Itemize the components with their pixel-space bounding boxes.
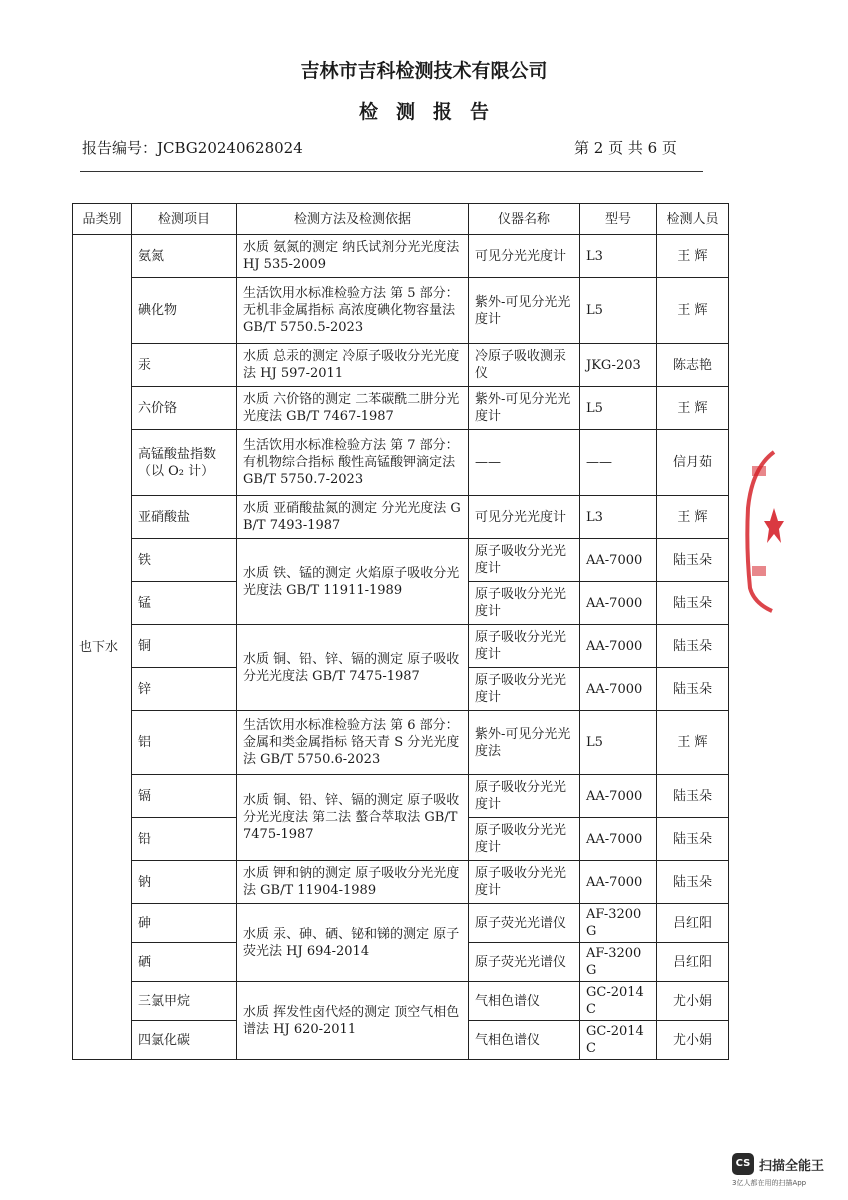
seal-stamp-fragment <box>744 448 784 613</box>
table-row <box>73 278 729 344</box>
model-cell: GC-2014C <box>580 1021 657 1060</box>
item-cell: 氨氮 <box>132 235 237 278</box>
item-cell: 高锰酸盐指数（以 O₂ 计） <box>132 430 237 496</box>
scanner-watermark <box>732 1153 842 1193</box>
person-cell: 王 辉 <box>657 711 729 775</box>
method-cell: 水质 总汞的测定 冷原子吸收分光光度法 HJ 597-2011 <box>237 344 469 387</box>
test-methods-table <box>72 203 729 1060</box>
model-cell: L5 <box>580 387 657 430</box>
item-cell: 铜 <box>132 625 237 668</box>
model-cell: AA-7000 <box>580 775 657 818</box>
header-model: 型号 <box>580 204 657 235</box>
scanner-tagline: 3亿人都在用的扫描App <box>732 1179 807 1187</box>
item-cell: 三氯甲烷 <box>132 982 237 1021</box>
method-cell: 生活饮用水标准检验方法 第 5 部分：无机非金属指标 高浓度碘化物容量法 GB/T 5750.5-2023 <box>237 278 469 344</box>
item-cell: 汞 <box>132 344 237 387</box>
person-cell: 王 辉 <box>657 278 729 344</box>
model-cell: L5 <box>580 278 657 344</box>
item-cell: 铝 <box>132 711 237 775</box>
method-cell: 水质 氨氮的测定 纳氏试剂分光光度法 HJ 535-2009 <box>237 235 469 278</box>
report-number-value: JCBG20240628024 <box>157 139 303 157</box>
method-cell: 生活饮用水标准检验方法 第 7 部分：有机物综合指标 酸性高锰酸钾滴定法 GB/T 5750.7-2023 <box>237 430 469 496</box>
instrument-cell: 原子吸收分光光度计 <box>469 861 580 904</box>
model-cell: AA-7000 <box>580 818 657 861</box>
item-cell: 铁 <box>132 539 237 582</box>
person-cell: 陆玉朵 <box>657 539 729 582</box>
company-name: 吉林市吉科检测技术有限公司 <box>300 60 548 82</box>
method-cell: 水质 铁、锰的测定 火焰原子吸收分光光度法 GB/T 11911-1989 <box>237 539 469 625</box>
model-cell: JKG-203 <box>580 344 657 387</box>
instrument-cell: 可见分光光度计 <box>469 496 580 539</box>
header-category: 品类别 <box>73 204 132 235</box>
model-cell: AF-3200G <box>580 943 657 982</box>
model-cell: AA-7000 <box>580 861 657 904</box>
item-cell: 亚硝酸盐 <box>132 496 237 539</box>
person-cell: 王 辉 <box>657 496 729 539</box>
item-cell: 锰 <box>132 582 237 625</box>
table-row <box>73 539 729 582</box>
scanner-brand-name: 扫描全能王 <box>759 1159 825 1174</box>
table-row <box>73 625 729 668</box>
person-cell: 信月茹 <box>657 430 729 496</box>
model-cell: L3 <box>580 235 657 278</box>
item-cell: 碘化物 <box>132 278 237 344</box>
person-cell: 陆玉朵 <box>657 775 729 818</box>
instrument-cell: 紫外-可见分光光度计 <box>469 278 580 344</box>
table-row <box>73 387 729 430</box>
scanner-logo-icon: CS <box>732 1153 754 1175</box>
instrument-cell: 气相色谱仪 <box>469 1021 580 1060</box>
table-row <box>73 861 729 904</box>
instrument-cell: 气相色谱仪 <box>469 982 580 1021</box>
person-cell: 尤小娟 <box>657 982 729 1021</box>
person-cell: 王 辉 <box>657 235 729 278</box>
instrument-cell: 原子荧光光谱仪 <box>469 904 580 943</box>
header-item: 检测项目 <box>132 204 237 235</box>
instrument-cell: 原子吸收分光光度计 <box>469 539 580 582</box>
table-row <box>73 496 729 539</box>
instrument-cell: 原子吸收分光光度计 <box>469 668 580 711</box>
method-cell: 水质 汞、砷、硒、铋和锑的测定 原子荧光法 HJ 694-2014 <box>237 904 469 982</box>
method-cell: 水质 钾和钠的测定 原子吸收分光光度法 GB/T 11904-1989 <box>237 861 469 904</box>
item-cell: 锌 <box>132 668 237 711</box>
method-cell: 水质 亚硝酸盐氮的测定 分光光度法 GB/T 7493-1987 <box>237 496 469 539</box>
person-cell: 吕红阳 <box>657 904 729 943</box>
item-cell: 铅 <box>132 818 237 861</box>
instrument-cell: 紫外-可见分光光度法 <box>469 711 580 775</box>
report-number <box>82 137 303 158</box>
report-title: 检测报告 <box>358 101 507 123</box>
instrument-cell: 原子吸收分光光度计 <box>469 775 580 818</box>
person-cell: 陆玉朵 <box>657 861 729 904</box>
model-cell: AA-7000 <box>580 668 657 711</box>
table-row <box>73 235 729 278</box>
item-cell: 镉 <box>132 775 237 818</box>
person-cell: 王 辉 <box>657 387 729 430</box>
item-cell: 硒 <box>132 943 237 982</box>
model-cell: GC-2014C <box>580 982 657 1021</box>
instrument-cell: 原子荧光光谱仪 <box>469 943 580 982</box>
model-cell: L3 <box>580 496 657 539</box>
method-cell: 生活饮用水标准检验方法 第 6 部分：金属和类金属指标 铬天青 S 分光光度法 GB/T 5750.6-2023 <box>237 711 469 775</box>
table-row <box>73 775 729 818</box>
person-cell: 陆玉朵 <box>657 625 729 668</box>
instrument-cell: 原子吸收分光光度计 <box>469 818 580 861</box>
model-cell: AA-7000 <box>580 582 657 625</box>
model-cell: L5 <box>580 711 657 775</box>
header-person: 检测人员 <box>657 204 729 235</box>
person-cell: 尤小娟 <box>657 1021 729 1060</box>
person-cell: 吕红阳 <box>657 943 729 982</box>
method-cell: 水质 铜、铅、锌、镉的测定 原子吸收分光光度法 第二法 螯合萃取法 GB/T 7475-1987 <box>237 775 469 861</box>
model-cell: AF-3200G <box>580 904 657 943</box>
page-info: 第 2 页 共 6 页 <box>574 139 677 157</box>
table-row <box>73 904 729 943</box>
model-cell: —— <box>580 430 657 496</box>
instrument-cell: 可见分光光度计 <box>469 235 580 278</box>
item-cell: 砷 <box>132 904 237 943</box>
instrument-cell: 原子吸收分光光度计 <box>469 625 580 668</box>
method-cell: 水质 铜、铅、锌、镉的测定 原子吸收分光光度法 GB/T 7475-1987 <box>237 625 469 711</box>
report-number-label: 报告编号： <box>82 139 158 157</box>
person-cell: 陈志艳 <box>657 344 729 387</box>
person-cell: 陆玉朵 <box>657 818 729 861</box>
person-cell: 陆玉朵 <box>657 582 729 625</box>
instrument-cell: —— <box>469 430 580 496</box>
header-method: 检测方法及检测依据 <box>237 204 469 235</box>
method-cell: 水质 挥发性卤代烃的测定 顶空气相色谱法 HJ 620-2011 <box>237 982 469 1060</box>
header-rule <box>80 171 703 172</box>
table-header-row <box>73 204 729 235</box>
table-row <box>73 711 729 775</box>
header-instrument: 仪器名称 <box>469 204 580 235</box>
instrument-cell: 原子吸收分光光度计 <box>469 582 580 625</box>
model-cell: AA-7000 <box>580 539 657 582</box>
person-cell: 陆玉朵 <box>657 668 729 711</box>
table-row <box>73 430 729 496</box>
instrument-cell: 紫外-可见分光光度计 <box>469 387 580 430</box>
item-cell: 四氯化碳 <box>132 1021 237 1060</box>
method-cell: 水质 六价铬的测定 二苯碳酰二肼分光光度法 GB/T 7467-1987 <box>237 387 469 430</box>
table-row <box>73 344 729 387</box>
category-cell: 也下水 <box>73 235 132 1060</box>
item-cell: 六价铬 <box>132 387 237 430</box>
table-row <box>73 982 729 1021</box>
model-cell: AA-7000 <box>580 625 657 668</box>
item-cell: 钠 <box>132 861 237 904</box>
instrument-cell: 冷原子吸收测汞仪 <box>469 344 580 387</box>
